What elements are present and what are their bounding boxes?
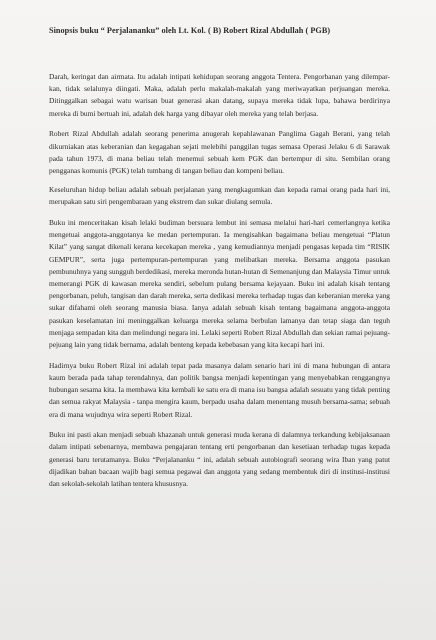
- paragraph-6: Buku ini pasti akan menjadi sebuah khazanah untuk generasi muda kerana di dalamnya terkandung kebijaksanaan dalam intipati sebenarnya, membawa pengajaran tentang erti pengorbanan dan kesetiaan terhadap tugas kepada generasi baru terutamanya. Buku “Perjalananku “ ini, adalah sebuah autobiografi seorang wira Iban yang patut dijadikan bahan bacaan wajib bagi semua pegawai dan anggota yang sedang membentuk diri di institusi-institusi dan sekolah-sekolah latihan tentera khususnya.: [49, 430, 390, 489]
- document-title: Sinopsis buku “ Perjalananku” oleh Lt. Kol. ( B) Robert Rizal Abdullah ( PGB): [49, 26, 331, 35]
- paragraph-2: Robert Rizal Abdullah adalah seorang penerima anugerah kepahlawanan Panglima Gagah Berani, yang telah dikurniakan atas keberanian dan kegagahan sejati melebihi panggilan tugas semasa Operasi Jelaku 6 di Sarawak pada tahun 1973, di mana beliau telah menemui sebuah kem PGK dan bertempur di situ. Sembilan orang pengganas komunis (PGK) telah tumbang di tangan beliau dan kompeni beliau.: [49, 129, 390, 175]
- paragraph-5: Hadirnya buku Robert Rizal ini adalah tepat pada masanya dalam senario hari ini di mana hubungan di antara kaum berada pada tahap terendahnya, dan politik bangsa menjadi kepentingan yang menyebabkan renggangnya hubungan sesama kita. Ia membawa kita kembali ke satu era di mana isu bangsa adalah sesuatu yang tidak penting dan semua rakyat Malaysia - tanpa mengira kaum, berpadu usaha dalam menentang musuh bersama-sama; sebuah era di mana wujudnya wira seperti Robert Rizal.: [49, 360, 390, 419]
- paragraph-1: Darah, keringat dan airmata. Itu adalah intipati kehidupan seorang anggota Tentera. Pengorbanan yang dilempar-kan, tidak selalunya diingati. Maka, adalah perlu makalah-makalah yang meriwayatkan perjuangan mereka. Ditinggalkan sebagai watu warisan buat generasi akan datang, supaya mereka tidak lupa, bahawa berdirinya mereka di bumi bertuah ini, adalah dek harga yang dibayar oleh mereka yang telah berjasa.: [49, 72, 390, 118]
- paragraph-4: Buku ini menceritakan kisah lelaki budiman bersuara lembut ini semasa melalui hari-hari cemerlangnya ketika mengetuai anggota-anggotanya ke medan pertempuran. Ia mengisahkan bagaimana beliau mengetuai “Platun Kilat” yang sangat dikenali kerana kecekapan mereka , yang kemudiannya menjadi pengasas kepada tim “RISIK GEMPUR”, serta juga pertempuran-pertempuran yang melibatkan mereka. Bersama anggota pasukan pembunuhnya yang sungguh berdedikasi, mereka meronda hutan-hutan di Semenanjung dan Malaysia Timur untuk memerangi PGK di kawasan mereka sendiri, sebelum pulang bersama kejayaan. Buku ini adalah kisah tentang pengorbanan, peluh, tangisan dan darah mereka, serta dedikasi mereka terhadap tugas dan keberanian mereka yang sukar difahami oleh seorang manusia biasa. Ianya adalah sebuah kisah tentang bagaimana anggota-anggota pasukan keselamatan ini meninggalkan keluarga mereka selama berbulan lamanya dan tetap siaga dan teguh menjaga sempadan kita dan melindungi negara ini. Lelaki seperti Robert Rizal Abdullah dan sekian ramai pejuang-pejuang lain yang tidak bernama, adalah benteng kepada kebebasan yang kita kecapi hari ini.: [49, 218, 390, 350]
- paragraph-3: Keseluruhan hidup beliau adalah sebuah perjalanan yang mengkagumkan dan kepada ramai orang pada hari ini, merupakan satu siri pengembaraan yang ekstrem dan sukar diulang semula.: [49, 185, 390, 207]
